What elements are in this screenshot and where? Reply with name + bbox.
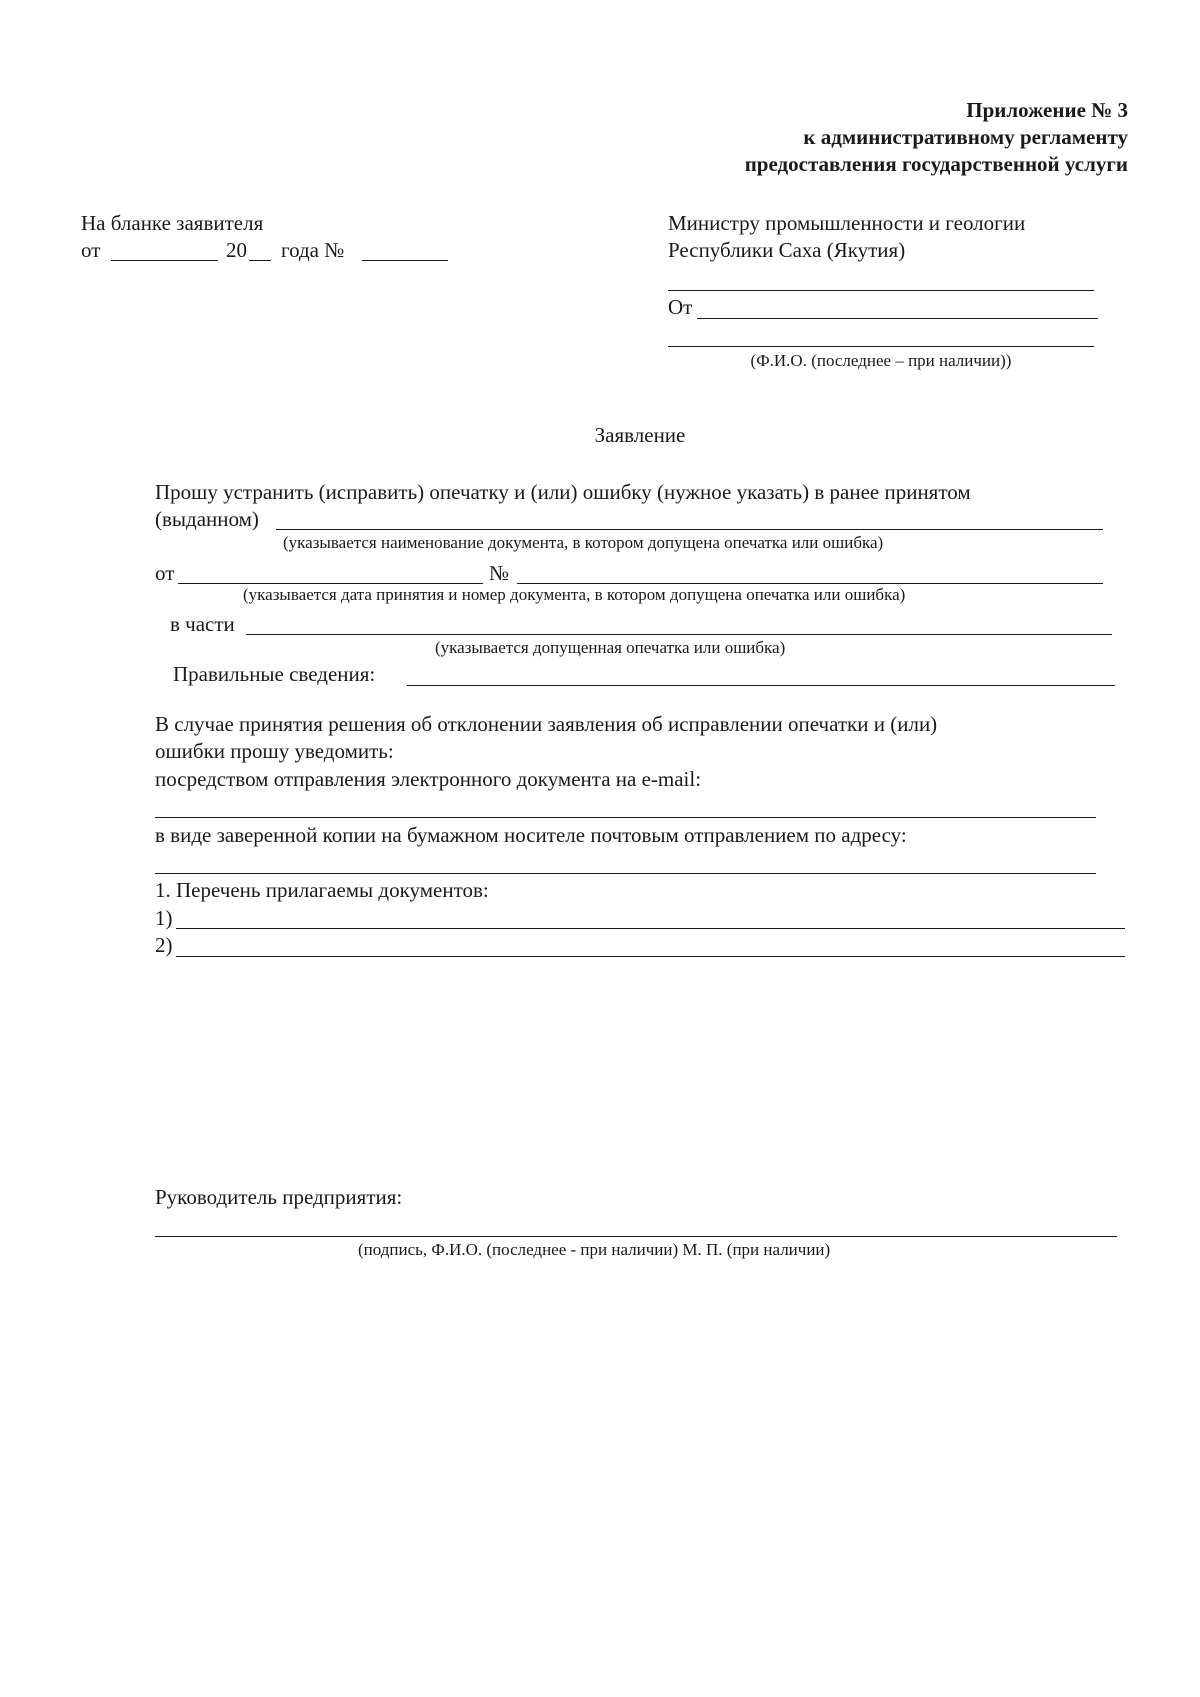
request-part-label: в части xyxy=(170,612,235,636)
addressee-line-1: Министру промышленности и геологии xyxy=(668,211,1026,235)
request-text-line-1: Прошу устранить (исправить) опечатку и (или) ошибку (нужное указать) в ранее принятом xyxy=(155,480,971,504)
letterhead-date-label: от xyxy=(81,238,101,262)
document-name-field[interactable] xyxy=(276,529,1103,530)
letterhead-date-field[interactable] xyxy=(111,260,218,261)
document-number-field[interactable] xyxy=(517,583,1103,584)
addressee-line-2: Республики Саха (Якутия) xyxy=(668,238,906,262)
notify-post-label: в виде заверенной копии на бумажном носителе почтовым отправлением по адресу: xyxy=(155,823,907,847)
document-title: Заявление xyxy=(594,423,686,447)
document-name-hint: (указывается наименование документа, в котором допущена опечатка или ошибка) xyxy=(283,533,884,552)
email-field[interactable] xyxy=(155,817,1096,818)
appendix-title: Приложение № 3 xyxy=(966,98,1128,122)
appendix-subtitle-2: предоставления государственной услуги xyxy=(744,152,1128,176)
letterhead-year-word: года № xyxy=(281,238,345,262)
request-issued-label: (выданном) xyxy=(155,507,259,531)
letterhead-year-prefix: 20 xyxy=(226,238,247,262)
postal-address-field[interactable] xyxy=(155,873,1096,874)
correct-info-field[interactable] xyxy=(407,685,1115,686)
notify-line-2: ошибки прошу уведомить: xyxy=(155,739,394,763)
signature-caption: (подпись, Ф.И.О. (последнее - при наличии) М. П. (при наличии) xyxy=(358,1240,831,1259)
request-number-label: № xyxy=(489,561,510,585)
document-date-field[interactable] xyxy=(178,583,483,584)
letterhead-label: На бланке заявителя xyxy=(81,211,264,235)
addressee-fio-caption: (Ф.И.О. (последнее – при наличии)) xyxy=(750,351,1012,370)
notify-email-label: посредством отправления электронного документа на e-mail: xyxy=(155,767,702,791)
addressee-blank-line[interactable] xyxy=(668,290,1094,291)
addressee-fio-field[interactable] xyxy=(668,346,1094,347)
correct-info-label: Правильные сведения: xyxy=(173,662,376,686)
request-date-label: от xyxy=(155,561,175,585)
attachment-item-1-label: 1) xyxy=(155,906,173,930)
attachment-item-2-field[interactable] xyxy=(176,956,1125,957)
error-part-hint: (указывается допущенная опечатка или ошибка) xyxy=(435,638,786,657)
signature-field[interactable] xyxy=(155,1236,1117,1237)
notify-line-1: В случае принятия решения об отклонении заявления об исправлении опечатки и (или) xyxy=(155,712,938,736)
attachment-item-1-field[interactable] xyxy=(176,928,1125,929)
signature-label: Руководитель предприятия: xyxy=(155,1185,403,1209)
document-date-number-hint: (указывается дата принятия и номер документа, в котором допущена опечатка или ошибка) xyxy=(243,585,906,604)
attachment-item-2-label: 2) xyxy=(155,933,173,957)
addressee-from-label: От xyxy=(668,295,693,319)
appendix-subtitle: к административному регламенту xyxy=(803,125,1128,149)
error-part-field[interactable] xyxy=(246,634,1112,635)
letterhead-number-field[interactable] xyxy=(362,260,448,261)
attachments-heading: 1. Перечень прилагаемы документов: xyxy=(155,878,489,902)
addressee-from-field[interactable] xyxy=(697,318,1098,319)
letterhead-year-field[interactable] xyxy=(249,260,271,261)
